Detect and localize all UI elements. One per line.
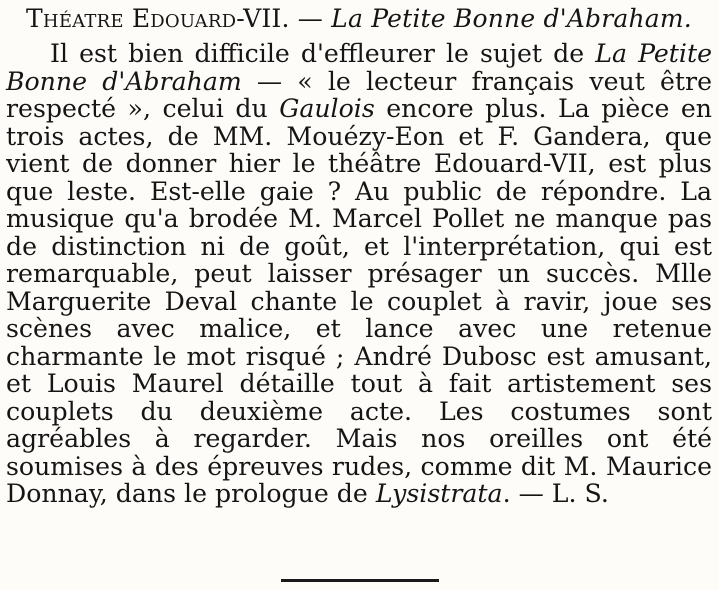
review-sentence-4: La musique qu'a brodée M. Marcel Pollet ne manque pas de distinction ni de goût, et l'interprétation, qui est remarquable, peut laisser présager un succès. — [6, 176, 712, 288]
headline-venue: Théatre Edouard-VII. — [26, 4, 290, 33]
review-sentence-1-lead: Il est bien difficile d'effleurer le sujet de — [50, 39, 596, 68]
review-sentence-5: Mlle Marguerite Deval chante le couplet à ravir, joue ses scènes avec malice, et lance avec une retenue charmante le mot risqué ; André Dubosc est amusant, et Louis Maurel détaille tout à fait artistement ses couplets du deuxième acte. — [6, 259, 712, 426]
article-headline — [6, 5, 712, 33]
review-sentence-1-end: encore plus. — [374, 94, 547, 123]
review-newspaper-name: Gaulois — [279, 94, 375, 123]
review-paragraph — [6, 40, 712, 508]
review-work-title: Lysistrata — [375, 479, 503, 508]
headline-dash: — — [297, 4, 323, 33]
review-sentence-7-end: . — [502, 479, 511, 508]
review-sentence-1-mid: — « le lecteur français veut être respecté », celui du — [6, 66, 712, 123]
review-sentence-3: Est-elle gaie ? Au public de répondre. — [136, 176, 667, 206]
review-sentence-2: La pièce en trois actes, de MM. Mouézy-Eon et F. Gandera, que vient de donner hier le théâtre Edouard-VII, est plus que leste. — [6, 94, 712, 206]
closing-rule — [281, 579, 439, 582]
review-play-title: La Petite Bonne d'Abraham — [6, 39, 712, 96]
review-sentence-7: Mais nos oreilles ont été soumises à des épreuves rudes, comme dit M. Maurice Donnay, dans le prologue de — [6, 424, 713, 508]
article-body — [6, 40, 712, 508]
review-signoff: — L. S. — [510, 479, 609, 508]
headline-play-title: La Petite Bonne d'Abraham. — [331, 4, 692, 33]
review-sentence-6: Les costumes sont agréables à regarder. — [6, 396, 712, 453]
article — [6, 5, 712, 508]
